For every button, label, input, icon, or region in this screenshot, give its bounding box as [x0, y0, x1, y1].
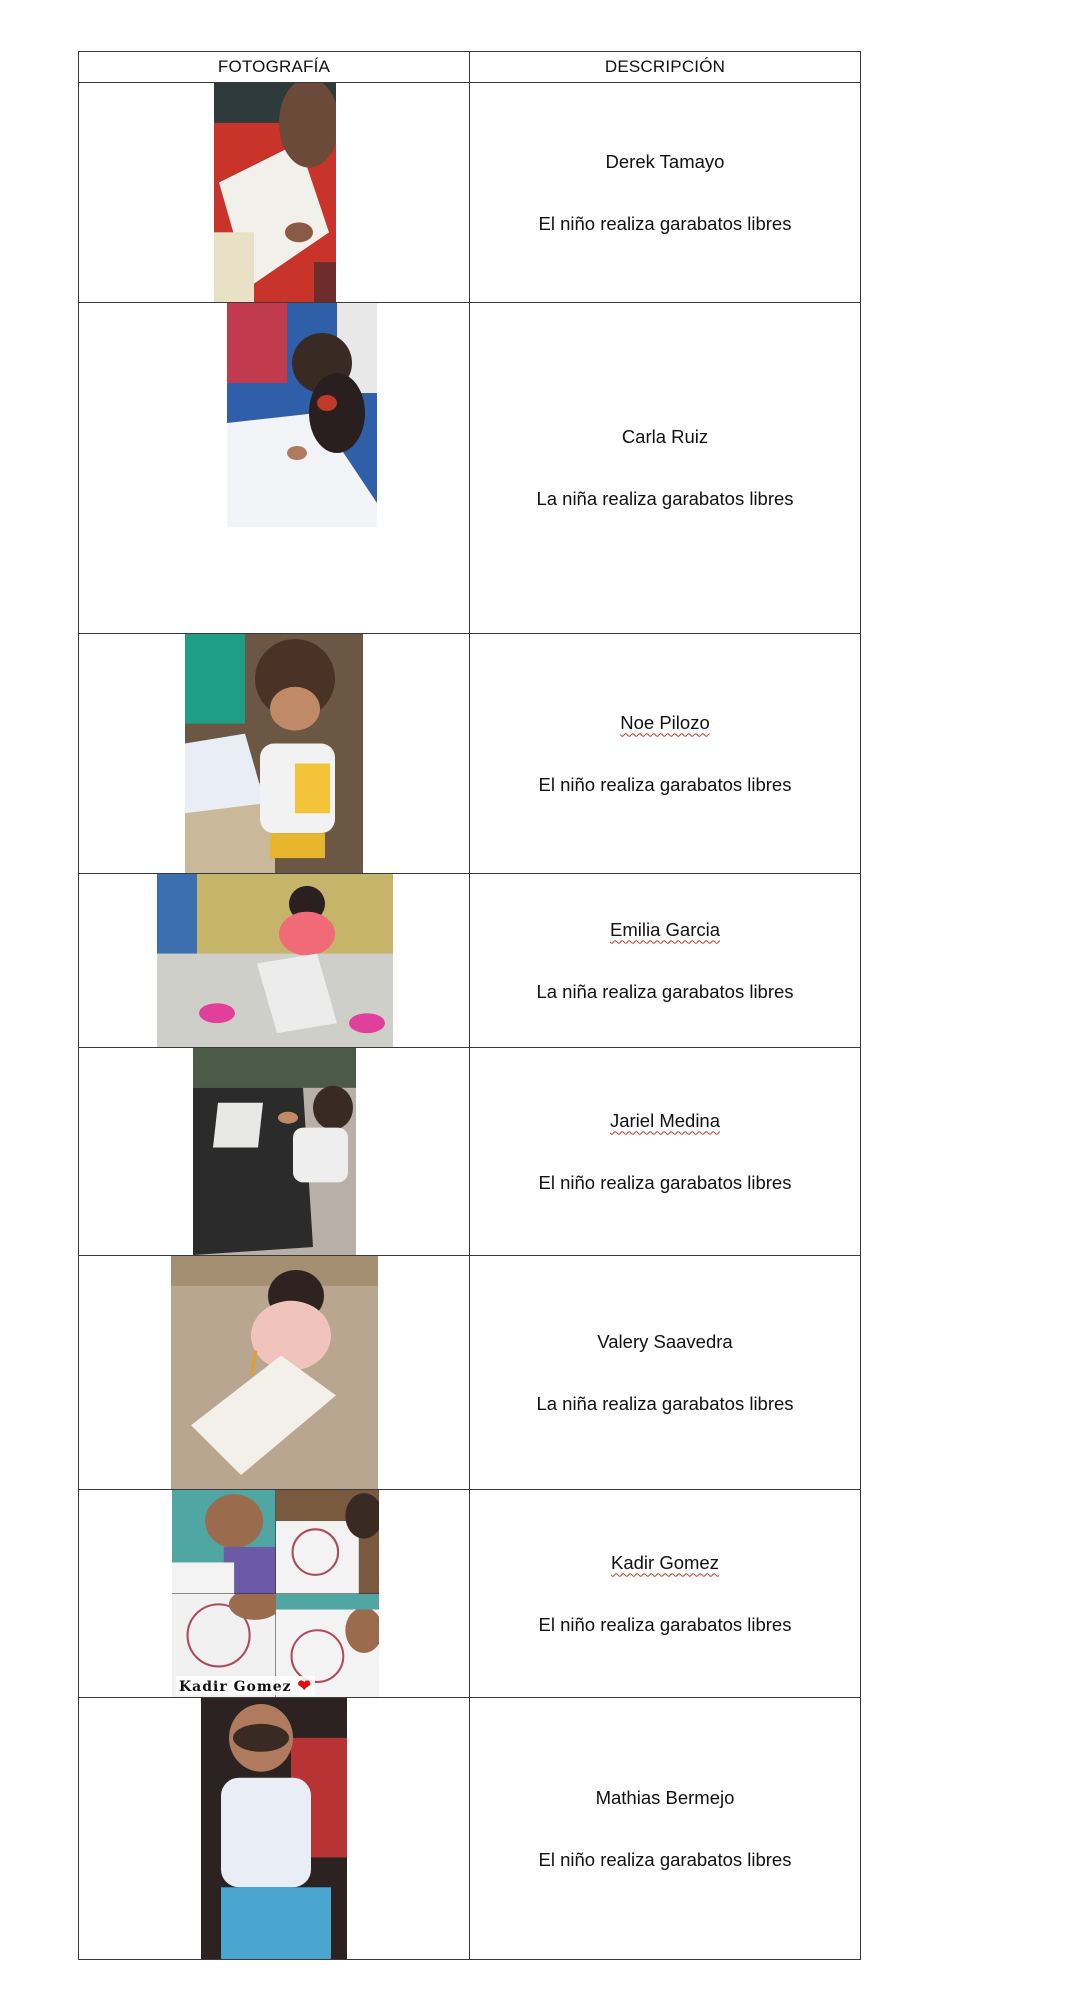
table-row — [79, 303, 861, 634]
table-row — [79, 83, 861, 303]
activity-description: La niña realiza garabatos libres — [536, 488, 794, 509]
child-drawing-at-red-table-photo — [214, 83, 336, 302]
photo-cell — [79, 874, 470, 1048]
child-name: Valery Saavedra — [597, 1330, 733, 1352]
table-row — [79, 1048, 861, 1256]
boy-drawing-circles-collage-photo — [172, 1490, 379, 1697]
girl-drawing-at-blue-table-photo — [227, 303, 377, 527]
activity-description: El niño realiza garabatos libres — [538, 212, 792, 234]
activity-description: El niño realiza garabatos libres — [538, 1848, 792, 1870]
child-name: Mathias Bermejo — [595, 1786, 735, 1808]
boy-at-black-table-photo — [193, 1048, 356, 1255]
photo-column-header: FOTOGRAFÍA — [79, 52, 470, 83]
activity-description: El niño realiza garabatos libres — [538, 1171, 792, 1193]
photo-cell — [79, 1256, 470, 1490]
photo-caption-text: Kadir Gomez — [179, 1679, 292, 1695]
child-name: Kadir Gomez — [611, 1551, 719, 1573]
boy-yellow-shirt-drawing-photo — [185, 634, 363, 873]
girl-sitting-on-floor-drawing-photo — [157, 874, 393, 1047]
description-cell — [470, 874, 861, 1048]
activity-description: La niña realiza garabatos libres — [536, 980, 794, 1002]
description-column-header: DESCRIPCIÓN — [470, 52, 861, 83]
activity-description: El niño realiza garabatos libres — [538, 1613, 792, 1635]
photo-cell — [79, 1698, 470, 1960]
description-cell — [470, 1048, 861, 1256]
child-name: Derek Tamayo — [605, 150, 725, 172]
activity-description: La niña realiza garabatos libres — [536, 1392, 794, 1414]
baby-on-bed-drawing-photo — [201, 1698, 347, 1959]
table-row — [79, 1698, 861, 1960]
description-cell — [470, 634, 861, 874]
photo-cell — [79, 303, 470, 634]
child-name: Jariel Medina — [609, 1109, 721, 1131]
activity-table — [78, 51, 861, 1960]
table-row — [79, 634, 861, 874]
photo-cell — [79, 1048, 470, 1256]
child-name: Carla Ruiz — [621, 426, 709, 447]
description-cell — [470, 1698, 861, 1960]
heart-icon: ❤ — [297, 1676, 312, 1695]
photo-cell — [79, 1490, 470, 1698]
photo-cell — [79, 83, 470, 303]
description-cell — [470, 303, 861, 634]
photo-caption — [176, 1676, 315, 1695]
activity-description: El niño realiza garabatos libres — [538, 773, 792, 795]
table-row — [79, 1256, 861, 1490]
table-row — [79, 874, 861, 1048]
table-row — [79, 1490, 861, 1698]
table-header-row — [79, 52, 861, 83]
girl-crawling-on-floor-drawing-photo — [171, 1256, 378, 1489]
photo-cell — [79, 634, 470, 874]
description-cell — [470, 1490, 861, 1698]
child-name: Noe Pilozo — [620, 711, 710, 733]
child-name: Emilia Garcia — [610, 918, 720, 940]
description-cell — [470, 83, 861, 303]
description-cell — [470, 1256, 861, 1490]
